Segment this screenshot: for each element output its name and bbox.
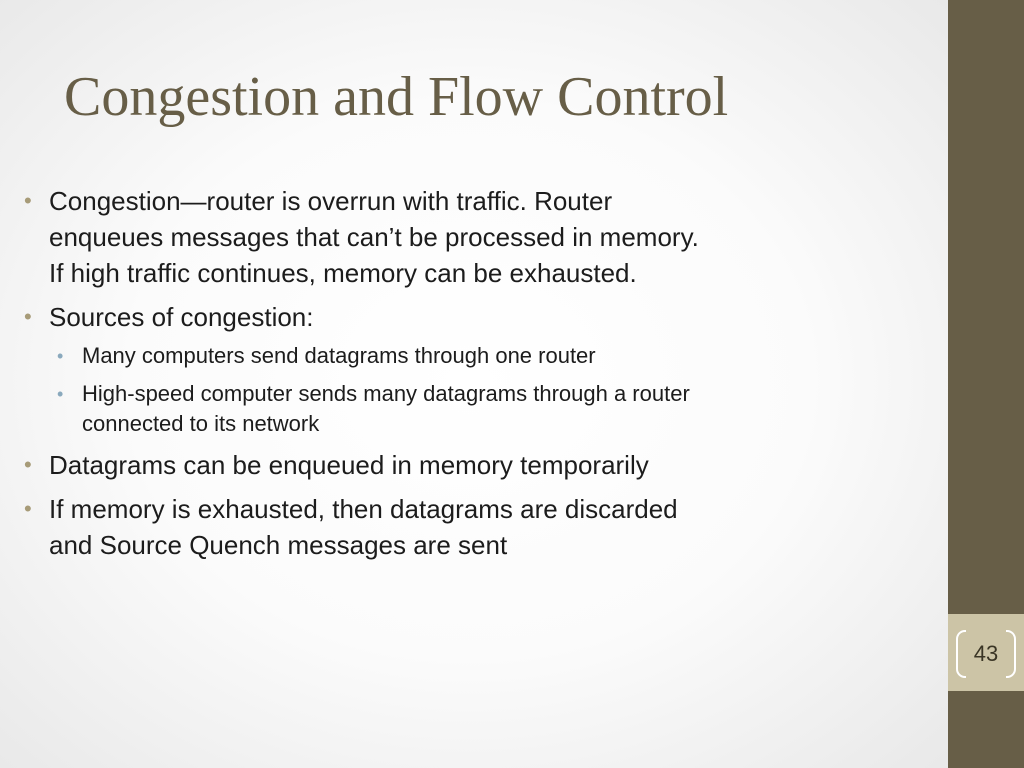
sub-bullet-high-speed (20, 379, 920, 439)
sub-bullet-many-computers (20, 341, 920, 371)
slide-title: Congestion and Flow Control (64, 66, 729, 128)
bullet-line: Congestion—router is overrun with traffic. Router (49, 186, 613, 216)
bullet-line: enqueues messages that can’t be processed in memory. (49, 222, 699, 252)
bullet-line: and Source Quench messages are sent (49, 530, 508, 560)
sub-bullet-dot-icon: • (57, 346, 64, 366)
bullet-dot-icon: • (24, 304, 32, 329)
bullet-exhausted (20, 491, 920, 563)
bullet-enqueued (20, 447, 920, 483)
bullet-line: If high traffic continues, memory can be exhausted. (49, 258, 637, 288)
bullet-dot-icon: • (24, 496, 32, 521)
page-number: 43 (973, 641, 999, 666)
slide-body (20, 183, 920, 571)
sub-bullet-dot-icon: • (57, 384, 64, 404)
bullet-line: Sources of congestion: (49, 302, 314, 332)
bullet-dot-icon: • (24, 452, 32, 477)
bullet-congestion (20, 183, 920, 291)
bullet-line: If memory is exhausted, then datagrams are discarded (49, 494, 678, 524)
sub-bullet-line: High-speed computer sends many datagrams through a router (82, 381, 690, 406)
bullet-sources (20, 299, 920, 335)
sub-bullet-list (20, 341, 920, 439)
bullet-dot-icon: • (24, 188, 32, 213)
bullet-line: Datagrams can be enqueued in memory temporarily (49, 450, 649, 480)
sub-bullet-line: connected to its network (82, 411, 320, 436)
sub-bullet-line: Many computers send datagrams through one router (82, 343, 596, 368)
